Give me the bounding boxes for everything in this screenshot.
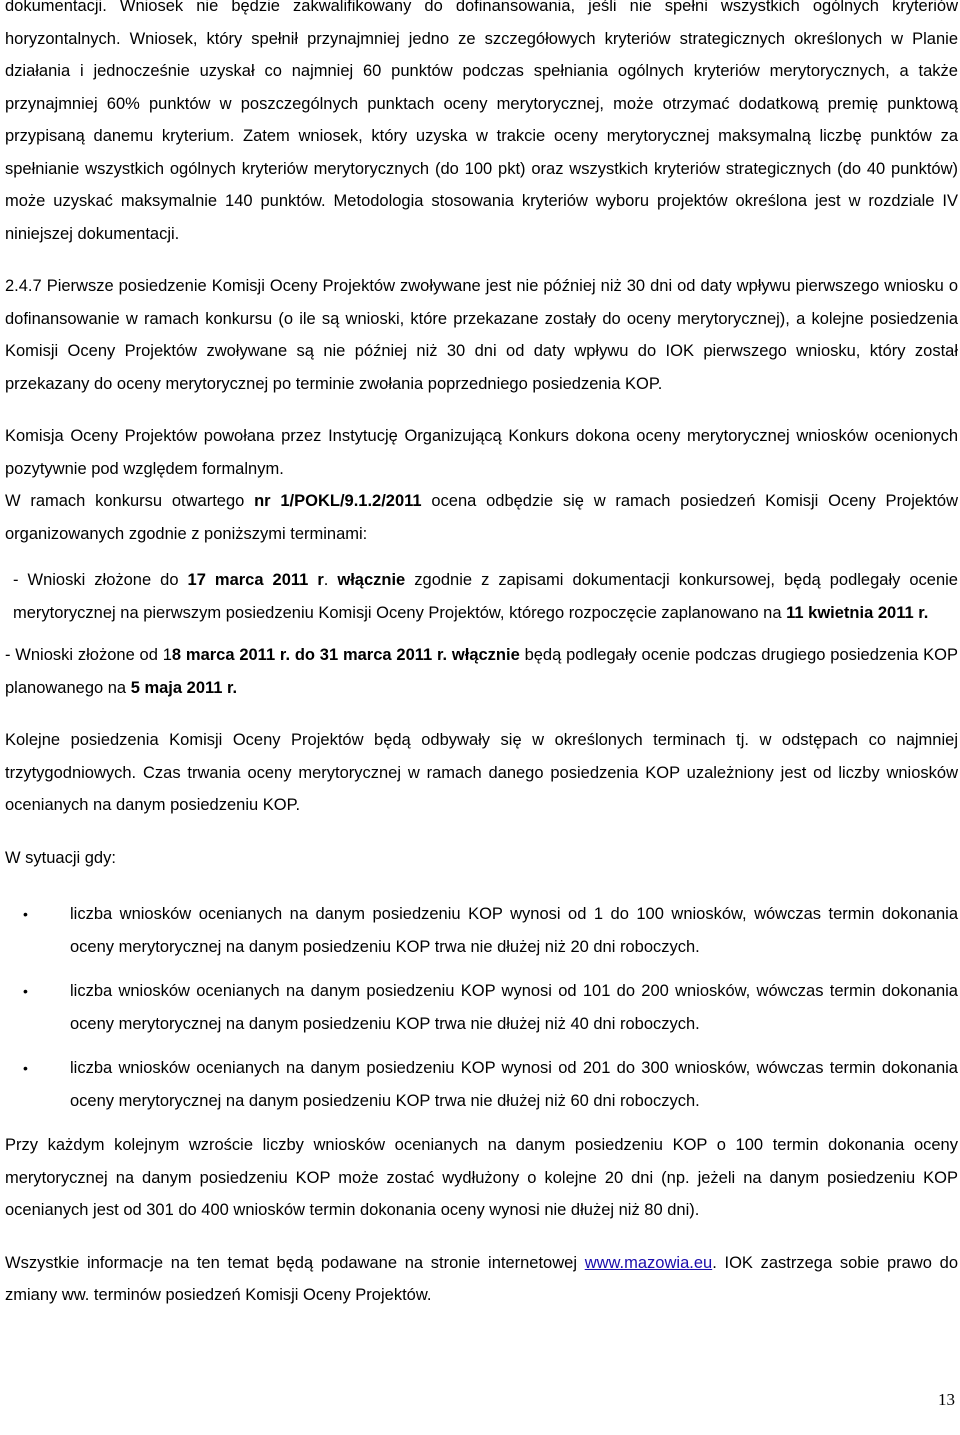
first-meeting-date: 11 kwietnia 2011 r. <box>786 603 929 622</box>
paragraph-criteria: dokumentacji. Wniosek nie będzie zakwalifikowany do dofinansowania, jeśli nie spełni wszystkich ogólnych kryteriów horyzontalnych. Wniosek, który spełnił przynajmniej jedno ze szczegółowych kryteriów strategicznych określonych w Planie działania i jednocześnie uzyskał co najmniej 60 punktów podczas spełniania ogólnych kryteriów merytorycznych, a także przynajmniej 60% punktów w poszczególnych punktach oceny merytorycznej, może otrzymać dodatkową premię punktową przypisaną danemu kryterium. Zatem wniosek, który uzyska w trakcie oceny merytorycznej maksymalną liczbę punktów za spełnianie wszystkich ogólnych kryteriów merytorycznych (do 100 pkt) oraz wszystkich kryteriów strategicznych (do 40 punktów) może uzyskać maksymalnie 140 punktów. Metodologia stosowania kryteriów wyboru projektów określona jest w rozdziale IV niniejszej dokumentacji. <box>5 0 958 243</box>
paragraph-deadline-second <box>5 639 958 704</box>
deadline-rules-list <box>5 898 958 1117</box>
inclusive-label: włącznie <box>337 571 406 589</box>
paragraph-kop-assessment: Komisja Oceny Projektów powołana przez Instytucję Organizującą Konkurs dokona oceny merytorycznej wniosków ocenionych pozytywnie pod względem formalnym. <box>5 427 958 478</box>
second-meeting-date: 5 maja 2011 r. <box>130 678 238 697</box>
list-item <box>5 898 958 963</box>
paragraph-deadline-first <box>5 564 958 629</box>
text-segment: ocena odbędzie się w ramach posiedzeń Komisji Oceny Projektów organizowanych zgodnie z poniższymi terminami: <box>5 492 959 543</box>
list-item <box>5 1052 958 1117</box>
deadline-date: 17 marca 2011 r <box>187 571 324 589</box>
paragraph-competition-schedule <box>5 485 958 550</box>
competition-number: nr 1/POKL/9.1.2/2011 <box>254 492 422 510</box>
text-segment: . <box>323 571 338 589</box>
paragraph-extension-rule: Przy każdym kolejnym wzroście liczby wniosków ocenianych na danym posiedzeniu KOP o 100 termin dokonania oceny merytorycznej na danym posiedzeniu KOP może zostać wydłużony o kolejne 20 dni (np. jeżeli na danym posiedzeniu KOP ocenianych jest od 301 do 400 wniosków termin dokonania oceny wynosi nie dłużej niż 80 dni). <box>5 1136 958 1219</box>
text-segment: . IOK zastrzega sobie prawo do zmiany ww. terminów posiedzeń Komisji Oceny Projektów. <box>5 1253 959 1304</box>
text-segment: - Wnioski złożone do <box>13 571 188 589</box>
text-segment: W ramach konkursu otwartego <box>5 492 255 510</box>
text-segment: zgodnie z zapisami dokumentacji konkursowej, będą podlegały ocenie merytorycznej na pierwszym posiedzeniu Komisji Oceny Projektów, którego rozpoczęcie zaplanowano na <box>13 571 958 622</box>
list-item <box>5 975 958 1040</box>
text-segment: Wszystkie informacje na ten temat będą podawane na stronie internetowej <box>5 1253 585 1272</box>
text-segment: będą podlegały ocenie podczas drugiego posiedzenia KOP planowanego na <box>5 646 958 697</box>
paragraph-situation-intro: W sytuacji gdy: <box>5 848 116 867</box>
paragraph-next-meetings: Kolejne posiedzenia Komisji Oceny Projektów będą odbywały się w określonych terminach tj. w odstępach co najmniej trzytygodniowych. Czas trwania oceny merytorycznej w ramach danego posiedzenia KOP uzależniony jest od liczby wniosków ocenianych na danym posiedzeniu KOP. <box>5 731 958 814</box>
text-segment: - Wnioski złożone od 1 <box>5 646 172 664</box>
paragraph-kop-first-meeting: 2.4.7 Pierwsze posiedzenie Komisji Oceny Projektów zwoływane jest nie później niż 30 dni od daty wpływu pierwszego wniosku o dofinansowanie w ramach konkursu (o ile są wnioski, które przekazane zostały do oceny merytorycznej), a kolejne posiedzenia Komisji Oceny Projektów zwoływane są nie później niż 30 dni od daty wpływu do IOK pierwszego wniosku, który został przekazany do oceny merytorycznej po terminie zwołania poprzedniego posiedzenia KOP. <box>5 277 958 393</box>
bullet-icon: • <box>23 1060 28 1076</box>
page-number: 13 <box>938 1390 955 1409</box>
paragraph-info-website <box>5 1247 958 1312</box>
bullet-icon: • <box>23 906 28 922</box>
bullet-icon: • <box>23 983 28 999</box>
deadline-range: 8 marca 2011 r. do 31 marca 2011 r. włącznie <box>171 646 520 664</box>
list-item-text: liczba wniosków ocenianych na danym posiedzeniu KOP wynosi od 1 do 100 wniosków, wówczas termin dokonania oceny merytorycznej na danym posiedzeniu KOP trwa nie dłużej niż 20 dni roboczych. <box>70 905 958 956</box>
document-page <box>5 0 958 1312</box>
list-item-text: liczba wniosków ocenianych na danym posiedzeniu KOP wynosi od 101 do 200 wniosków, wówczas termin dokonania oceny merytorycznej na danym posiedzeniu KOP trwa nie dłużej niż 40 dni roboczych. <box>70 982 958 1033</box>
list-item-text: liczba wniosków ocenianych na danym posiedzeniu KOP wynosi od 201 do 300 wniosków, wówczas termin dokonania oceny merytorycznej na danym posiedzeniu KOP trwa nie dłużej niż 60 dni roboczych. <box>70 1059 958 1110</box>
website-link[interactable]: www.mazowia.eu <box>584 1253 713 1272</box>
